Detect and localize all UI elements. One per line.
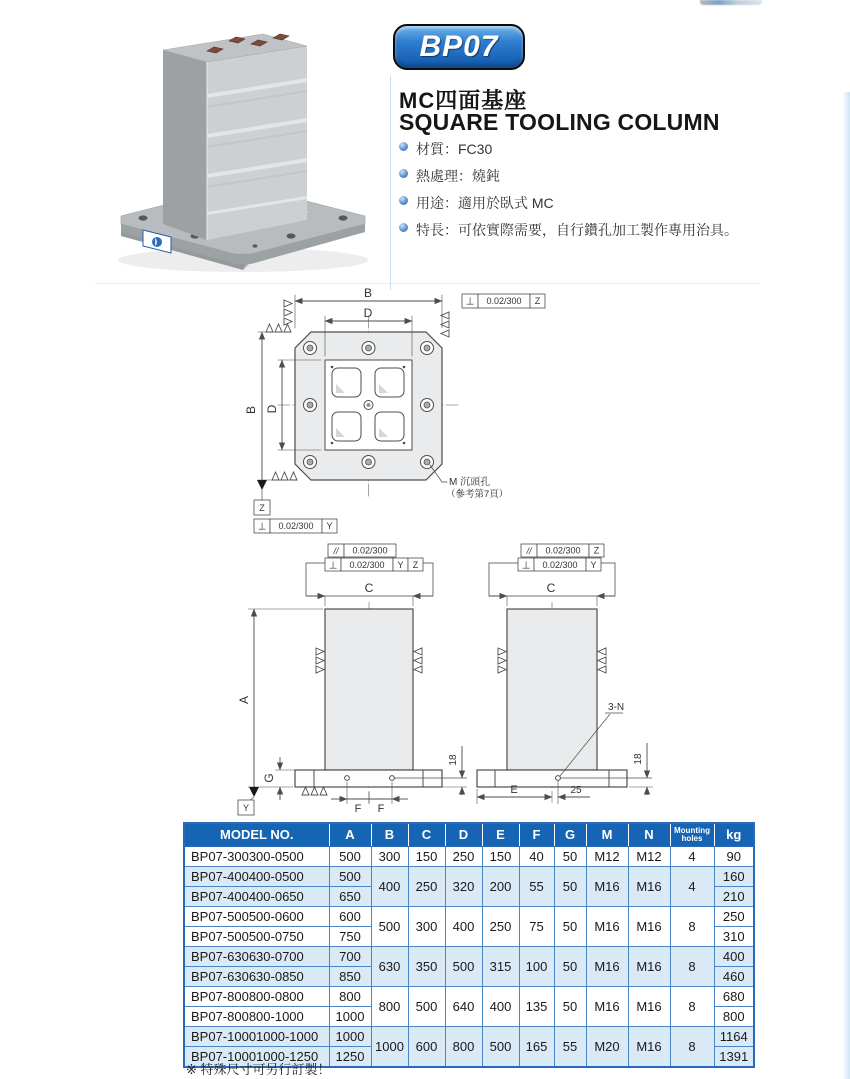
spec-table-header xyxy=(184,823,754,847)
series-badge: BP07 xyxy=(393,24,525,70)
table-cell: BP07-500500-0600 xyxy=(184,907,329,927)
column-header: MODEL NO. xyxy=(184,823,329,847)
table-cell: 165 xyxy=(519,1027,554,1068)
table-cell: 800 xyxy=(714,1007,754,1027)
svg-text:B: B xyxy=(244,405,258,415)
column-header: A xyxy=(329,823,371,847)
column-header: G xyxy=(554,823,586,847)
column-header: D xyxy=(445,823,482,847)
table-cell: 8 xyxy=(670,987,714,1027)
svg-text:A: A xyxy=(237,695,251,705)
table-cell: BP07-630630-0850 xyxy=(184,967,329,987)
table-cell: 250 xyxy=(482,907,519,947)
table-cell: 55 xyxy=(554,1027,586,1068)
spec-table-body xyxy=(184,847,754,1068)
table-cell: BP07-800800-1000 xyxy=(184,1007,329,1027)
table-cell: M16 xyxy=(628,947,670,987)
table-cell: M12 xyxy=(628,847,670,867)
svg-text:0.02/300: 0.02/300 xyxy=(349,560,385,570)
svg-text:Z: Z xyxy=(593,545,600,556)
bullet-text: 用途：適用於臥式 MC xyxy=(416,195,554,211)
svg-text:M 沉頭孔: M 沉頭孔 xyxy=(449,477,491,488)
svg-text://: // xyxy=(526,546,532,556)
table-cell: 1164 xyxy=(714,1027,754,1047)
table-cell: 650 xyxy=(329,887,371,907)
table-cell: M16 xyxy=(586,867,628,907)
table-cell: 40 xyxy=(519,847,554,867)
table-cell: 500 xyxy=(371,907,408,947)
table-cell: 500 xyxy=(482,1027,519,1068)
table-cell: 500 xyxy=(329,867,371,887)
column-header: C xyxy=(408,823,445,847)
svg-text:0.02/300: 0.02/300 xyxy=(486,296,522,306)
table-cell: BP07-800800-0800 xyxy=(184,987,329,1007)
vertical-divider xyxy=(390,76,391,290)
svg-text:Y: Y xyxy=(397,560,404,570)
table-cell: 400 xyxy=(482,987,519,1027)
table-cell: 50 xyxy=(554,847,586,867)
table-cell: 1250 xyxy=(329,1047,371,1068)
table-cell: 315 xyxy=(482,947,519,987)
svg-text:C: C xyxy=(546,581,556,595)
svg-text:C: C xyxy=(364,581,374,595)
spec-bullet-item xyxy=(399,166,829,186)
table-cell: 210 xyxy=(714,887,754,907)
table-cell: 600 xyxy=(408,1027,445,1068)
svg-text:25: 25 xyxy=(570,785,582,796)
table-cell: 500 xyxy=(329,847,371,867)
table-cell: 800 xyxy=(329,987,371,1007)
svg-text://: // xyxy=(333,546,339,556)
page-title-en: SQUARE TOOLING COLUMN xyxy=(399,109,720,135)
bullet-dot-icon xyxy=(399,169,408,178)
footnote: ※ 特殊尺寸可另行訂製！ xyxy=(186,1062,331,1077)
svg-text:F: F xyxy=(354,803,362,815)
svg-text:18: 18 xyxy=(448,754,459,766)
table-cell: 250 xyxy=(445,847,482,867)
table-cell: 640 xyxy=(445,987,482,1027)
svg-text:3-N: 3-N xyxy=(608,702,625,713)
table-cell: 100 xyxy=(519,947,554,987)
svg-text:Z: Z xyxy=(259,503,265,513)
table-cell: BP07-400400-0500 xyxy=(184,867,329,887)
svg-text:G: G xyxy=(262,773,276,783)
table-cell: 4 xyxy=(670,867,714,907)
cropped-logo xyxy=(700,0,762,5)
table-cell: 55 xyxy=(519,867,554,907)
column-header: B xyxy=(371,823,408,847)
table-cell: 500 xyxy=(408,987,445,1027)
table-row xyxy=(184,907,754,927)
table-cell: 75 xyxy=(519,907,554,947)
table-cell: M12 xyxy=(586,847,628,867)
table-cell: 150 xyxy=(482,847,519,867)
table-cell: BP07-10001000-1000 xyxy=(184,1027,329,1047)
table-cell: 750 xyxy=(329,927,371,947)
column-header: M xyxy=(586,823,628,847)
table-row xyxy=(184,847,754,867)
table-cell: 4 xyxy=(670,847,714,867)
spec-table xyxy=(183,822,755,1068)
table-cell: 600 xyxy=(329,907,371,927)
product-photo xyxy=(95,2,390,284)
table-cell: 250 xyxy=(714,907,754,927)
technical-drawing xyxy=(180,288,770,822)
table-cell: 8 xyxy=(670,907,714,947)
table-cell: 150 xyxy=(408,847,445,867)
svg-text:0.02/300: 0.02/300 xyxy=(542,560,578,570)
svg-text:Z: Z xyxy=(412,560,419,570)
table-cell: M20 xyxy=(586,1027,628,1068)
table-cell: 320 xyxy=(445,867,482,907)
table-cell: 850 xyxy=(329,967,371,987)
table-cell: 800 xyxy=(371,987,408,1027)
table-cell: 700 xyxy=(329,947,371,967)
table-cell: 460 xyxy=(714,967,754,987)
spec-bullet-item xyxy=(399,220,829,240)
table-cell: 8 xyxy=(670,947,714,987)
svg-text:E: E xyxy=(510,784,518,796)
table-cell: 50 xyxy=(554,987,586,1027)
bullet-text: 特長：可依實際需要，自行鑽孔加工製作專用治具。 xyxy=(416,222,738,238)
table-cell: 250 xyxy=(408,867,445,907)
svg-text:0.02/300: 0.02/300 xyxy=(278,521,314,531)
bullet-text: 熱處理：燒鈍 xyxy=(416,168,500,184)
page-edge-band xyxy=(842,92,850,1079)
table-cell: M16 xyxy=(628,907,670,947)
column-header: E xyxy=(482,823,519,847)
page-title-zh: MC四面基座 xyxy=(399,88,528,113)
table-cell: M16 xyxy=(586,947,628,987)
table-cell: 1000 xyxy=(329,1027,371,1047)
table-cell: 50 xyxy=(554,947,586,987)
side-view xyxy=(477,544,653,804)
table-cell: 500 xyxy=(445,947,482,987)
bullet-dot-icon xyxy=(399,196,408,205)
table-cell: 400 xyxy=(445,907,482,947)
table-cell: 8 xyxy=(670,1027,714,1068)
svg-text:0.02/300: 0.02/300 xyxy=(545,545,581,556)
table-cell: M16 xyxy=(586,907,628,947)
table-row xyxy=(184,867,754,887)
spec-bullet-list xyxy=(399,139,829,247)
table-cell: 310 xyxy=(714,927,754,947)
svg-text:（參考第7頁）: （參考第7頁） xyxy=(446,489,509,500)
table-cell: 300 xyxy=(371,847,408,867)
bullet-dot-icon xyxy=(399,142,408,151)
svg-text:18: 18 xyxy=(633,753,644,765)
svg-text:⊥: ⊥ xyxy=(328,560,338,572)
svg-text:⊥: ⊥ xyxy=(465,296,475,308)
bullet-dot-icon xyxy=(399,223,408,232)
table-cell: 350 xyxy=(408,947,445,987)
table-cell: 160 xyxy=(714,867,754,887)
table-cell: M16 xyxy=(628,867,670,907)
table-cell: 90 xyxy=(714,847,754,867)
svg-text:Y: Y xyxy=(242,803,250,813)
column-header: N xyxy=(628,823,670,847)
table-cell: BP07-400400-0650 xyxy=(184,887,329,907)
table-cell: BP07-500500-0750 xyxy=(184,927,329,947)
svg-text:D: D xyxy=(265,404,279,414)
svg-text:Z: Z xyxy=(534,296,541,306)
column-header: Mounting holes xyxy=(670,823,714,847)
svg-text:0.02/300: 0.02/300 xyxy=(352,545,388,556)
table-cell: 300 xyxy=(408,907,445,947)
svg-text:B: B xyxy=(363,288,373,300)
spec-bullet-item xyxy=(399,139,829,159)
table-cell: M16 xyxy=(586,987,628,1027)
bullet-text: 材質：FC30 xyxy=(416,141,493,157)
table-row xyxy=(184,987,754,1007)
table-cell: M16 xyxy=(628,1027,670,1068)
table-row xyxy=(184,1027,754,1047)
svg-text:D: D xyxy=(363,306,373,320)
column-header: kg xyxy=(714,823,754,847)
table-cell: 400 xyxy=(714,947,754,967)
svg-text:Y: Y xyxy=(326,521,333,531)
table-cell: BP07-10001000-1250 xyxy=(184,1047,329,1068)
table-row xyxy=(184,947,754,967)
svg-text:Y: Y xyxy=(590,560,597,570)
table-cell: 680 xyxy=(714,987,754,1007)
table-cell: 630 xyxy=(371,947,408,987)
table-cell: 50 xyxy=(554,907,586,947)
table-cell: 1391 xyxy=(714,1047,754,1068)
table-cell: 200 xyxy=(482,867,519,907)
svg-text:F: F xyxy=(377,803,385,815)
svg-text:⊥: ⊥ xyxy=(521,560,531,572)
spec-bullet-item xyxy=(399,193,829,213)
front-view xyxy=(237,544,467,815)
table-cell: BP07-300300-0500 xyxy=(184,847,329,867)
table-cell: 1000 xyxy=(371,1027,408,1068)
column-header: F xyxy=(519,823,554,847)
table-cell: 135 xyxy=(519,987,554,1027)
table-cell: M16 xyxy=(628,987,670,1027)
table-cell: 800 xyxy=(445,1027,482,1068)
table-cell: 400 xyxy=(371,867,408,907)
svg-text:⊥: ⊥ xyxy=(257,521,267,533)
top-view xyxy=(244,288,545,533)
table-cell: BP07-630630-0700 xyxy=(184,947,329,967)
table-cell: 50 xyxy=(554,867,586,907)
table-cell: 1000 xyxy=(329,1007,371,1027)
